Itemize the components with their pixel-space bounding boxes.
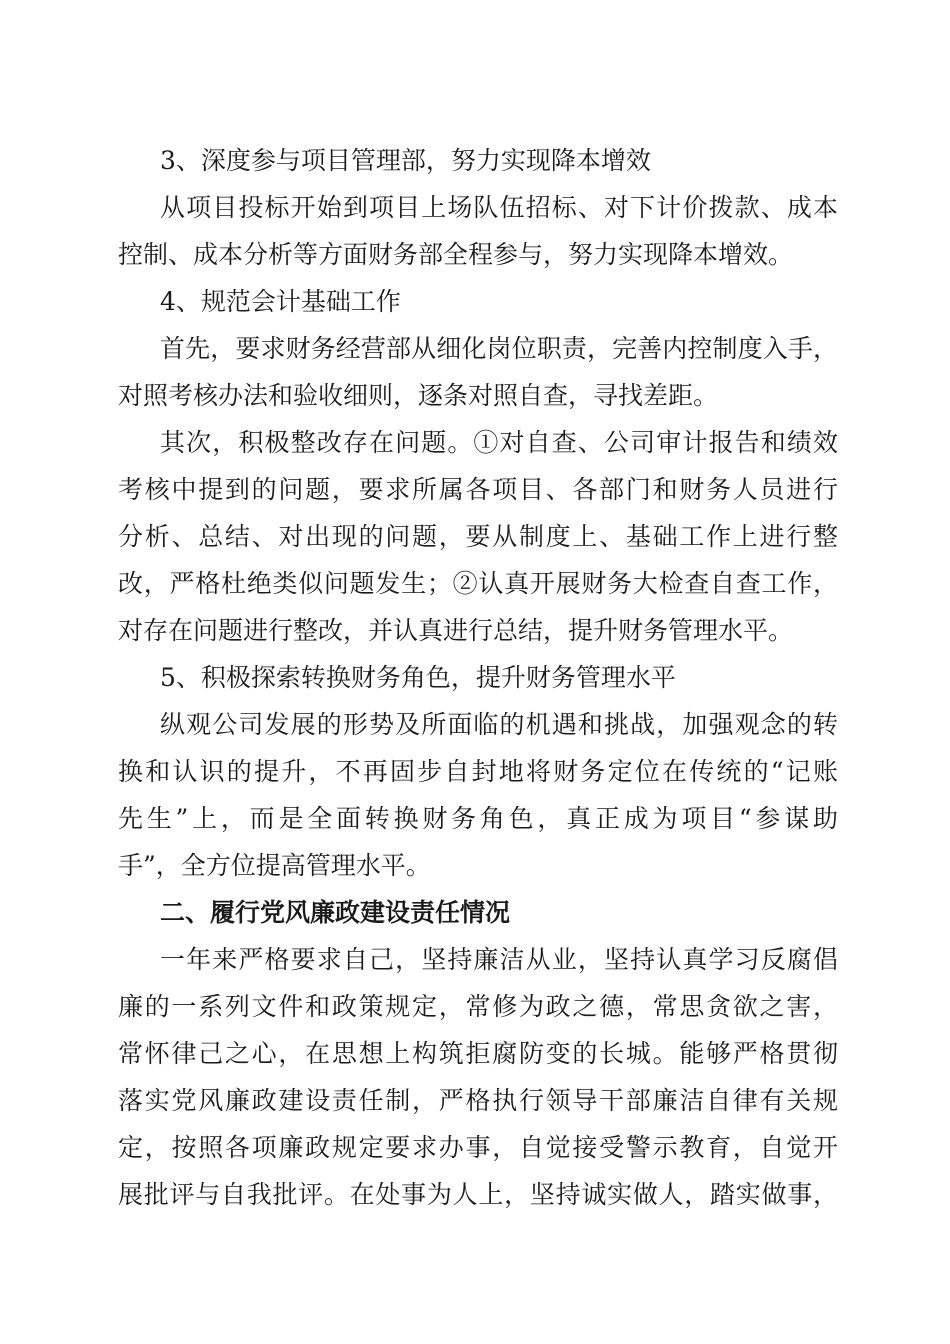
paragraph-line: 一年来严格要求自己，坚持廉洁从业，坚持认真学习反腐倡 bbox=[160, 945, 838, 974]
paragraph-line: 廉的一系列文件和政策规定，常修为政之德，常思贪欲之害， bbox=[118, 992, 838, 1021]
paragraph-line: 首先，要求财务经营部从细化岗位职责，完善内控制度入手， bbox=[160, 334, 838, 363]
paragraph-line: 展批评与自我批评。在处事为人上，坚持诚实做人，踏实做事， bbox=[118, 1180, 838, 1209]
paragraph-line: 定，按照各项廉政规定要求办事，自觉接受警示教育，自觉开 bbox=[118, 1133, 838, 1162]
paragraph-line: 从项目投标开始到项目上场队伍招标、对下计价拨款、成本 bbox=[160, 193, 838, 222]
paragraph-line: 先生”上，而是全面转换财务角色，真正成为项目“参谋助 bbox=[118, 804, 838, 833]
paragraph-line: 其次，积极整改存在问题。①对自查、公司审计报告和绩效 bbox=[160, 428, 838, 457]
subheading-5: 5、积极探索转换财务角色，提升财务管理水平 bbox=[160, 663, 676, 692]
paragraph-line: 纵观公司发展的形势及所面临的机遇和挑战，加强观念的转 bbox=[160, 710, 838, 739]
paragraph-line: 手”，全方位提高管理水平。 bbox=[118, 851, 431, 880]
subheading-4: 4、规范会计基础工作 bbox=[160, 287, 401, 316]
paragraph-line: 对存在问题进行整改，并认真进行总结，提升财务管理水平。 bbox=[118, 616, 794, 645]
paragraph-line: 分析、总结、对出现的问题，要从制度上、基础工作上进行整 bbox=[118, 522, 838, 551]
section-heading-2: 二、履行党风廉政建设责任情况 bbox=[160, 898, 511, 927]
paragraph-line: 改，严格杜绝类似问题发生；②认真开展财务大检查自查工作， bbox=[118, 569, 838, 598]
paragraph-line: 考核中提到的问题，要求所属各项目、各部门和财务人员进行 bbox=[118, 475, 838, 504]
paragraph-line: 落实党风廉政建设责任制，严格执行领导干部廉洁自律有关规 bbox=[118, 1086, 838, 1115]
paragraph-line: 对照考核办法和验收细则，逐条对照自查，寻找差距。 bbox=[118, 381, 719, 410]
subheading-3: 3、深度参与项目管理部，努力实现降本增效 bbox=[160, 146, 651, 175]
paragraph-line: 控制、成本分析等方面财务部全程参与，努力实现降本增效。 bbox=[118, 240, 794, 269]
paragraph-line: 常怀律己之心，在思想上构筑拒腐防变的长城。能够严格贯彻 bbox=[118, 1039, 838, 1068]
paragraph-line: 换和认识的提升，不再固步自封地将财务定位在传统的“记账 bbox=[118, 757, 838, 786]
